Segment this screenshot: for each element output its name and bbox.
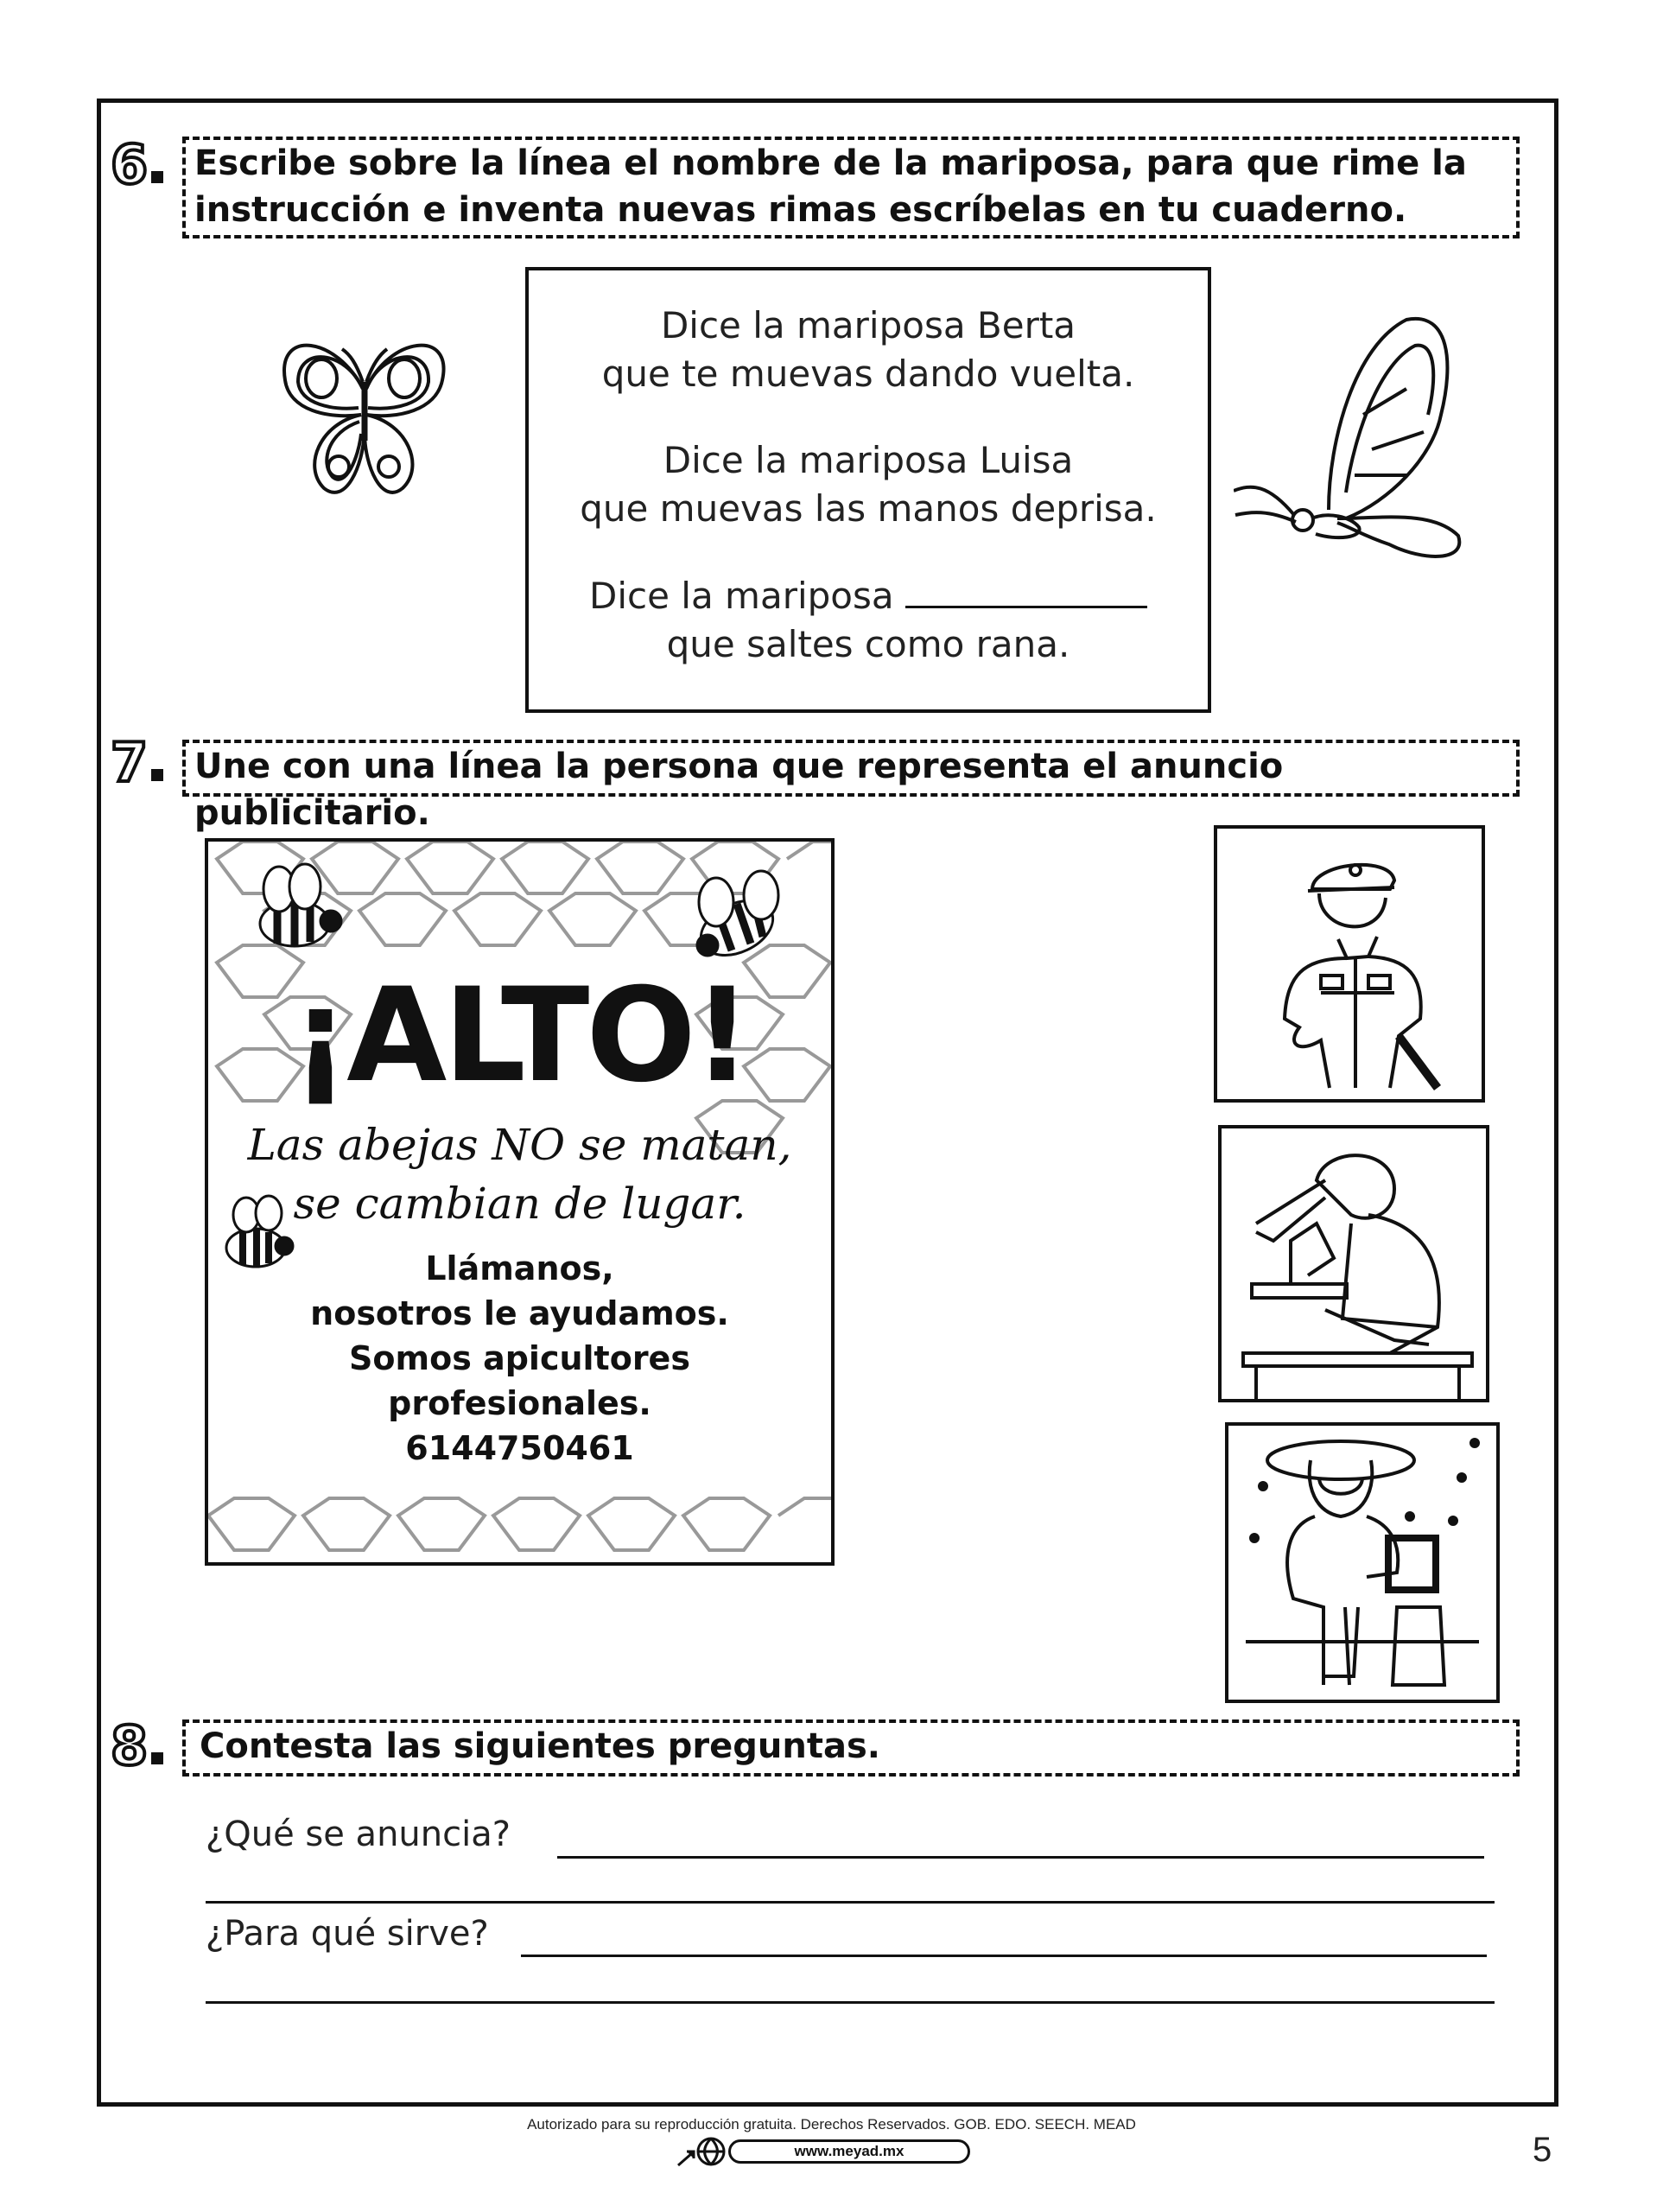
bee-icon	[260, 864, 341, 946]
butterfly-icon	[259, 328, 467, 518]
poem-line: que muevas las manos deprisa.	[580, 487, 1157, 530]
exercise-6-number: 6	[111, 138, 163, 192]
answer-line-1a[interactable]	[557, 1856, 1484, 1859]
poem-line: que te muevas dando vuelta.	[601, 353, 1135, 395]
stanza-2	[529, 436, 1208, 533]
bee-icon	[692, 871, 781, 966]
poem-line: Dice la mariposa Berta	[660, 304, 1076, 346]
ad-title: ¡ALTO!	[290, 961, 749, 1111]
footer-copyright: Autorizado para su reproducción gratuita. Derechos Reservados. GOB. EDO. SEECH. MEAD	[527, 2116, 1136, 2133]
beekeeper-illustration[interactable]	[1225, 1422, 1500, 1703]
question-1: ¿Qué se anuncia?	[206, 1815, 511, 1854]
scientist-microscope-illustration[interactable]	[1218, 1125, 1489, 1402]
ad-phone: 6144750461	[405, 1429, 634, 1467]
instruction-line: Une con una línea la persona que representa el anuncio publicitario.	[194, 747, 1284, 833]
poem-line: que saltes como rana.	[666, 623, 1070, 665]
ad-body-line: nosotros le ayudamos.	[310, 1294, 729, 1332]
answer-line-2b[interactable]	[206, 2001, 1495, 2004]
poem-line: Dice la mariposa Luisa	[663, 439, 1074, 481]
exercise-8-instruction	[182, 1719, 1520, 1777]
answer-line-2a[interactable]	[521, 1955, 1487, 1957]
ad-body-line: Llámanos,	[425, 1249, 614, 1287]
instruction-line: Contesta las siguientes preguntas.	[200, 1726, 880, 1766]
stanza-1	[529, 302, 1208, 398]
stanza-3	[529, 571, 1208, 669]
exercise-8-number: 8	[111, 1719, 163, 1773]
page-number: 5	[1533, 2131, 1552, 2169]
poem-line-with-blank: Dice la mariposa	[529, 571, 1208, 620]
ad-handwritten-line-2: se cambian de lugar.	[293, 1179, 746, 1229]
exercise-7-number: 7	[111, 736, 163, 790]
instruction-line-1: Escribe sobre la línea el nombre de la mariposa, para que rime la	[194, 143, 1467, 183]
footer-url[interactable]: www.meyad.mx	[728, 2139, 970, 2164]
question-2: ¿Para qué sirve?	[206, 1914, 489, 1954]
exercise-7-instruction	[182, 740, 1520, 833]
ad-handwritten-line-1: Las abejas NO se matan,	[247, 1120, 792, 1170]
ad-body-line: Somos apicultores	[349, 1339, 690, 1377]
ad-body-line: profesionales.	[388, 1384, 651, 1422]
exercise-6-instruction	[182, 137, 1520, 238]
police-officer-illustration[interactable]	[1214, 825, 1485, 1103]
ad-body	[208, 1246, 831, 1471]
globe-cursor-icon	[676, 2134, 728, 2169]
instruction-line-2: instrucción e inventa nuevas rimas escríbelas en tu cuaderno.	[194, 190, 1407, 230]
butterfly-side-icon	[1234, 311, 1484, 570]
answer-line-1b[interactable]	[206, 1901, 1495, 1904]
advertisement	[205, 838, 835, 1566]
rhyme-box	[525, 267, 1211, 713]
butterfly-name-blank[interactable]	[905, 571, 1147, 608]
